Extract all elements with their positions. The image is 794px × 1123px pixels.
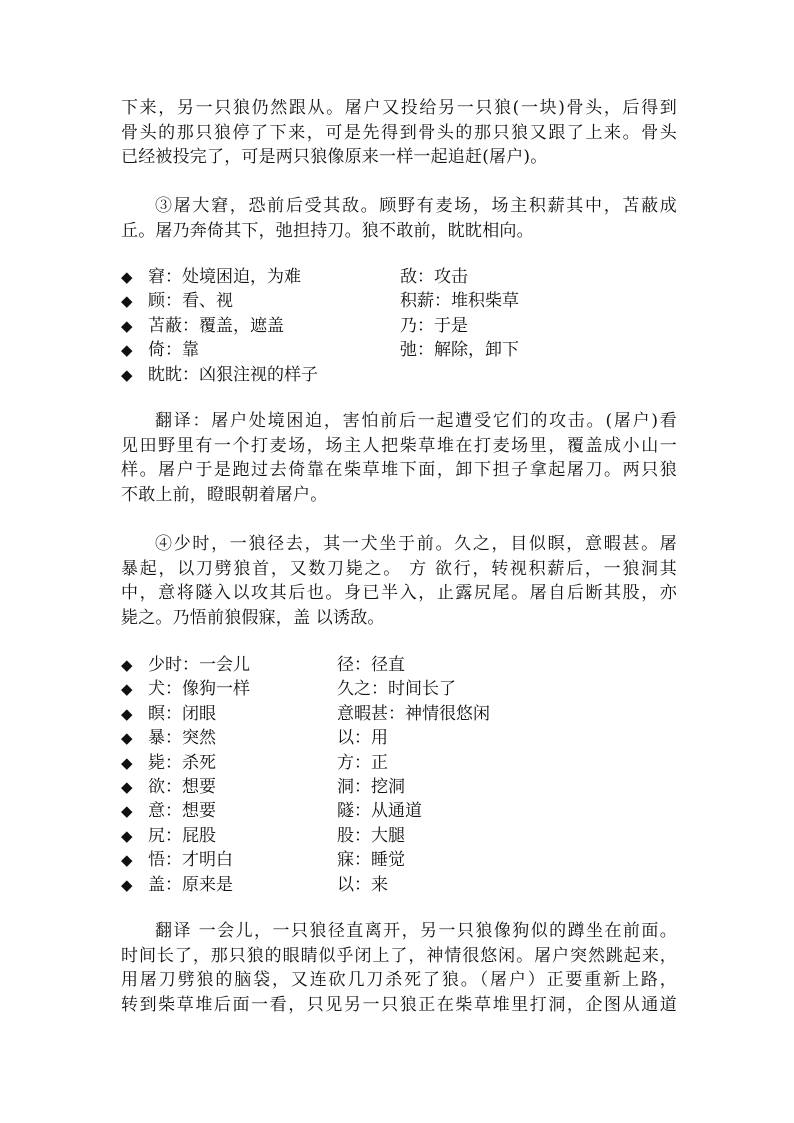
glossary-row (121, 824, 681, 848)
glossary-term: 盖：原来是 (148, 874, 233, 895)
glossary-list-2 (121, 653, 681, 897)
paragraph-5 (121, 919, 677, 1017)
diamond-bullet-icon: ◆ (121, 704, 133, 723)
glossary-term: 方：正 (337, 752, 388, 773)
text-line: 翻译 一会儿，一只狼径直离开，另一只狼像狗似的蹲坐在前面。 (155, 921, 677, 941)
glossary-row (121, 702, 681, 726)
glossary-term: 悟：才明白 (148, 850, 233, 871)
text-line: 见田野里有一个打麦场，场主人把柴草堆在打麦场里，覆盖成小山一 (121, 435, 677, 456)
diamond-bullet-icon: ◆ (121, 875, 133, 894)
diamond-bullet-icon: ◆ (121, 292, 133, 311)
glossary-row (121, 848, 681, 872)
glossary-term: 洞：挖洞 (337, 776, 405, 797)
text-line: 不敢上前，瞪眼朝着屠户。 (121, 484, 328, 505)
glossary-row (121, 338, 681, 362)
glossary-term: 久之：时间长了 (337, 679, 456, 700)
text-line: 暴起，以刀劈狼首，又数刀毙之。 方 欲行，转视积薪后，一狼洞其 (121, 558, 677, 579)
text-line: 用屠刀劈狼的脑袋，又连砍几刀杀死了狼。（屠户）正要重新上路， (121, 970, 677, 990)
glossary-term: 敌：攻击 (400, 267, 468, 287)
glossary-row (121, 726, 681, 750)
glossary-term: 径：径直 (337, 655, 405, 675)
paragraph-4 (121, 532, 677, 630)
diamond-bullet-icon: ◆ (121, 777, 133, 796)
glossary-term: 眈眈：凶狠注视的样子 (148, 364, 318, 385)
text-line: 已经被投完了，可是两只狼像原来一样一起追赶(屠户)。 (121, 147, 548, 167)
text-line: 丘。屠乃奔倚其下，弛担持刀。狼不敢前，眈眈相向。 (121, 220, 534, 241)
glossary-row (121, 677, 681, 701)
paragraph-1 (121, 96, 677, 170)
text-line: ④少时，一狼径去，其一犬坐于前。久之，目似瞑，意暇甚。屠 (155, 534, 677, 554)
text-line: 转到柴草堆后面一看，只见另一只狼正在柴草堆里打洞，企图从通道 (121, 994, 677, 1015)
glossary-term: 窘：处境困迫，为难 (148, 267, 301, 287)
diamond-bullet-icon: ◆ (121, 680, 133, 699)
diamond-bullet-icon: ◆ (121, 341, 133, 360)
paragraph-2 (121, 194, 677, 243)
glossary-row (121, 653, 681, 677)
diamond-bullet-icon: ◆ (121, 268, 133, 286)
glossary-term: 寐：睡觉 (337, 850, 405, 871)
diamond-bullet-icon: ◆ (121, 365, 133, 384)
glossary-term: 隧：从通道 (337, 801, 422, 822)
glossary-term: 乃：于是 (400, 315, 468, 336)
diamond-bullet-icon: ◆ (121, 826, 133, 845)
glossary-row (121, 775, 681, 799)
text-line: ③屠大窘，恐前后受其敌。顾野有麦场，场主积薪其中，苫蔽成 (155, 196, 677, 216)
glossary-term: 瞑：闭眼 (148, 703, 216, 724)
diamond-bullet-icon: ◆ (121, 802, 133, 821)
text-line: 毙之。乃悟前狼假寐，盖 以诱敌。 (121, 607, 385, 628)
glossary-row (121, 799, 681, 823)
glossary-term: 顾：看、视 (148, 291, 233, 312)
glossary-term: 暴：突然 (148, 728, 216, 749)
glossary-term: 意：想要 (148, 801, 216, 822)
glossary-term: 犬：像狗一样 (148, 679, 250, 700)
glossary-term: 股：大腿 (337, 825, 405, 846)
glossary-row (121, 751, 681, 775)
text-line: 骨头的那只狼停了下来，可是先得到骨头的那只狼又跟了上来。骨头 (121, 122, 677, 143)
glossary-list-1 (121, 265, 681, 387)
glossary-term: 倚：靠 (148, 340, 199, 361)
diamond-bullet-icon: ◆ (121, 656, 133, 674)
glossary-row (121, 289, 681, 313)
glossary-term: 尻：屁股 (148, 825, 216, 846)
text-line: 中，意将隧入以攻其后也。身已半入，止露尻尾。屠自后断其股，亦 (121, 583, 677, 603)
text-line: 翻译：屠户处境困迫，害怕前后一起遭受它们的攻击。(屠户)看 (155, 411, 677, 431)
diamond-bullet-icon: ◆ (121, 753, 133, 772)
glossary-term: 少时：一会儿 (148, 655, 250, 675)
diamond-bullet-icon: ◆ (121, 729, 133, 748)
glossary-term: 苫蔽：覆盖，遮盖 (148, 315, 284, 336)
paragraph-3 (121, 409, 677, 507)
diamond-bullet-icon: ◆ (121, 316, 133, 335)
glossary-term: 意暇甚：神情很悠闲 (337, 703, 490, 724)
glossary-row (121, 265, 681, 289)
glossary-row (121, 314, 681, 338)
glossary-term: 积薪：堆积柴草 (400, 291, 519, 312)
glossary-term: 弛：解除，卸下 (400, 340, 519, 361)
text-line: 样。屠户于是跑过去倚靠在柴草堆下面，卸下担子拿起屠刀。两只狼 (121, 460, 677, 480)
glossary-term: 欲：想要 (148, 776, 216, 797)
glossary-term: 毙：杀死 (148, 752, 216, 773)
glossary-term: 以：来 (337, 874, 388, 895)
text-line: 下来，另一只狼仍然跟从。屠户又投给另一只狼(一块)骨头，后得到 (121, 98, 677, 118)
diamond-bullet-icon: ◆ (121, 851, 133, 870)
glossary-term: 以：用 (337, 728, 388, 749)
glossary-row (121, 873, 681, 897)
glossary-row (121, 363, 681, 387)
text-line: 时间长了，那只狼的眼睛似乎闭上了，神情很悠闲。屠户突然跳起来， (121, 945, 677, 966)
